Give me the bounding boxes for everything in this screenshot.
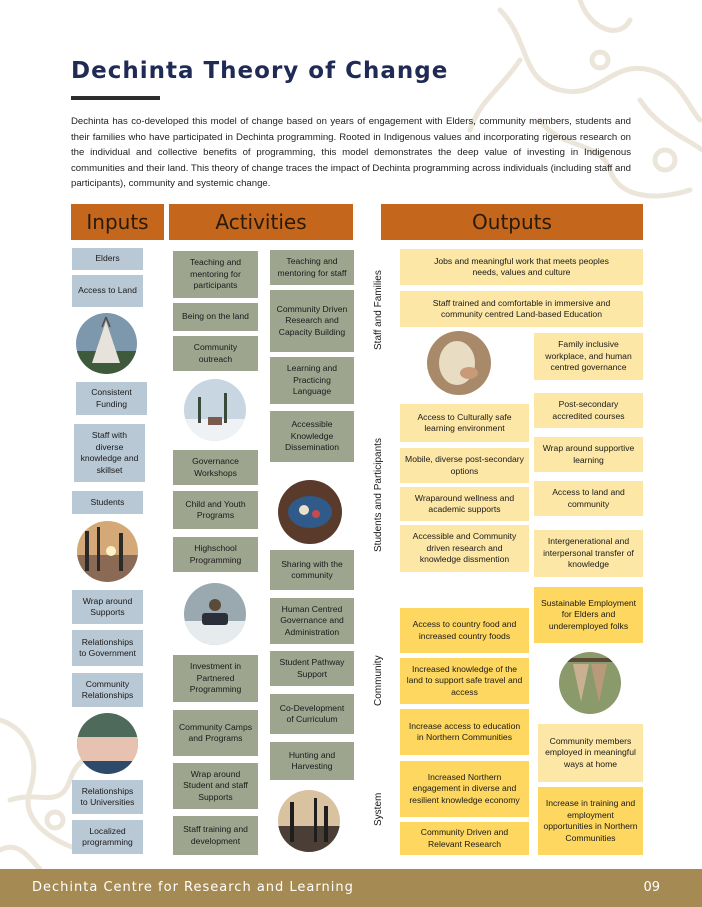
dried-fish-photo [559,652,621,714]
activity-box: Child and Youth Programs [173,491,258,529]
snowmobile-photo [184,583,246,645]
footer-org-name: Dechinta Centre for Research and Learning [32,880,354,895]
tipi-photo [76,313,137,374]
outputs-header: Outputs [381,204,643,240]
output-box: Intergenerational and interpersonal transfer of knowledge [534,530,643,577]
output-box: Wraparound wellness and academic supports [400,487,529,521]
output-box: Staff trained and comfortable in immersive and community centred Land-based Education [400,291,643,327]
output-box: Mobile, diverse post-secondary options [400,448,529,483]
activity-box: Learning and Practicing Language [270,357,354,404]
input-box: Staff with diverse knowledge and skillset [74,424,145,482]
winter-camp-photo [184,379,246,441]
beadwork-photo [278,480,342,544]
activity-box: Investment in Partnered Programming [173,655,258,702]
inputs-header: Inputs [71,204,164,240]
output-box: Family inclusive workplace, and human centred governance [534,333,643,380]
output-box: Increased Northern engagement in diverse and resilient knowledge economy [400,761,529,817]
output-box: Accessible and Community driven research and knowledge dissmention [400,525,529,572]
intro-paragraph: Dechinta has co-developed this model of change based on years of engagement with Elders, community members, students and their families who have participated in Dechinta programming. Rooted in Indigenous values and incorporating rigerous research on the individual and collective benefits of programming, this model demonstrates the deep value of investing in Indigenous communities and their land. This theory of change traces the impact of Dechinta programming across individuals (including staff and participants), community and systemic change. [71,116,631,190]
activity-box: Staff training and development [173,816,258,855]
page-title: Dechinta Theory of Change [71,58,449,84]
output-box: Community members employed in meaningful ways at home [538,724,643,782]
hands-photo [427,331,491,395]
activity-box: Sharing with the community [270,550,354,590]
input-box: Localized programming [72,820,143,854]
output-box: Community Driven and Relevant Research [400,822,529,855]
section-label-system: System [373,792,384,826]
activity-box: Community Driven Research and Capacity Building [270,290,354,352]
sunset-lake-photo [77,521,138,582]
activity-box: Governance Workshops [173,450,258,485]
output-box: Increase in training and employment opportunities in Northern Communities [538,787,643,855]
input-box: Access to Land [72,275,143,307]
output-box: Access to country food and increased country foods [400,608,529,653]
section-label-students: Students and Participants [373,438,384,552]
input-box: Relationships to Universities [72,780,143,814]
output-box: Wrap around supportive learning [534,437,643,472]
activity-box: Community Camps and Programs [173,710,258,756]
activity-box: Teaching and mentoring for staff [270,250,354,285]
activity-box: Community outreach [173,336,258,371]
input-box: Elders [72,248,143,270]
input-box: Community Relationships [72,673,143,707]
activity-box: Being on the land [173,303,258,331]
output-box: Increased knowledge of the land to support safe travel and access [400,658,529,704]
input-box: Consistent Funding [76,382,147,415]
activity-box: Teaching and mentoring for participants [173,251,258,298]
activity-box: Wrap around Student and staff Supports [173,763,258,809]
input-box: Students [72,491,143,514]
output-box: Jobs and meaningful work that meets peoples needs, values and culture [400,249,643,285]
output-box: Post-secondary accredited courses [534,393,643,428]
activity-box: Accessible Knowledge Dissemination [270,411,354,462]
output-box: Increase access to education in Northern Communities [400,709,529,755]
activities-header: Activities [169,204,353,240]
output-box: Access to Culturally safe learning environment [400,404,529,442]
activity-box: Human Centred Governance and Administration [270,598,354,644]
activity-box: Co-Development of Curriculum [270,694,354,734]
activity-box: Highschool Programming [173,537,258,572]
page-number: 09 [643,880,660,895]
output-box: Sustainable Employment for Elders and underemployed folks [534,587,643,643]
sunset-trees-photo [278,790,340,852]
section-label-staff: Staff and Families [373,270,384,350]
section-label-community: Community [373,655,384,706]
footer-bar [0,869,702,907]
output-box: Access to land and community [534,481,643,516]
input-box: Relationships to Government [72,630,143,666]
title-underline [71,96,160,100]
activity-box: Hunting and Harvesting [270,742,354,780]
fish-drying-photo [77,713,138,774]
activity-box: Student Pathway Support [270,651,354,686]
input-box: Wrap around Supports [72,590,143,624]
